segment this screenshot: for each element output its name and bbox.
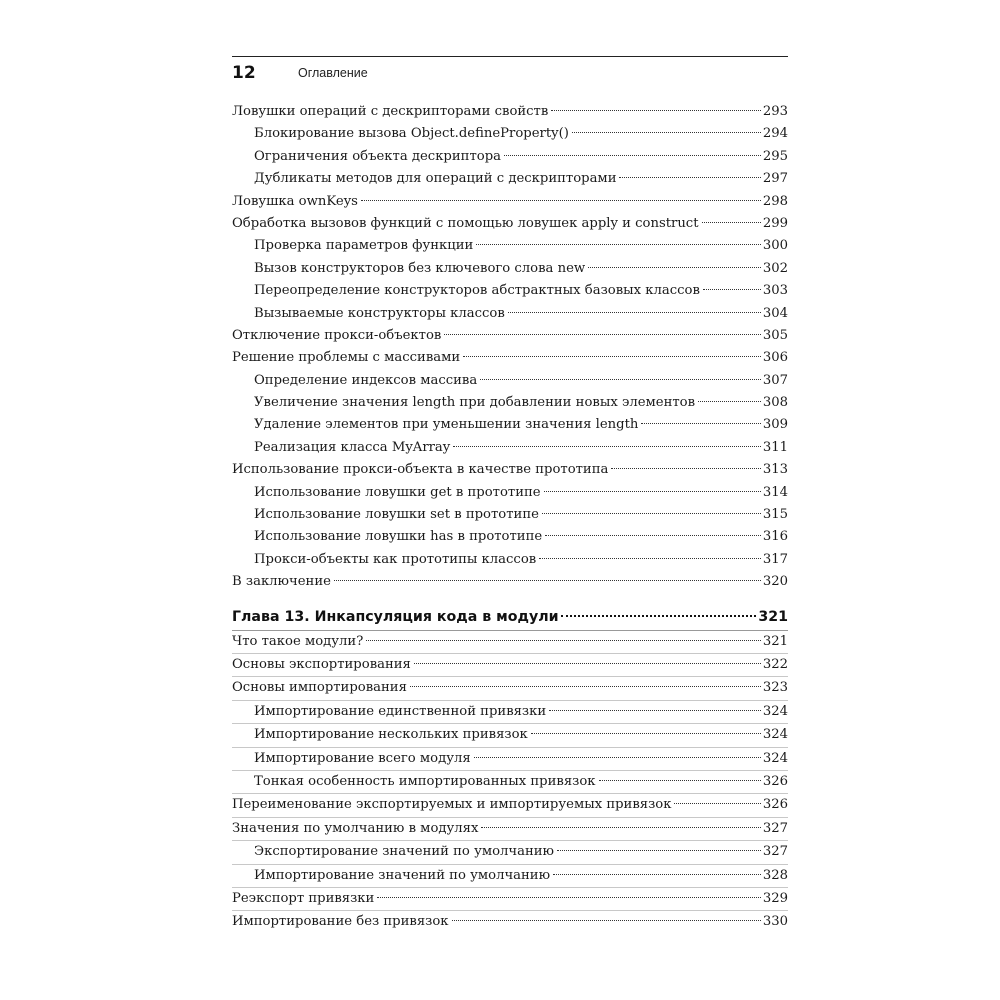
dot-leader — [542, 513, 761, 514]
dot-leader — [334, 580, 761, 581]
toc-entry-title: Ловушка ownKeys — [232, 193, 358, 209]
toc-entry-page-number: 326 — [762, 773, 788, 789]
toc-entry[interactable] — [232, 654, 788, 677]
toc-entry-title: Вызываемые конструкторы классов — [254, 305, 505, 321]
dot-leader — [599, 780, 761, 781]
toc-entry-title: Обработка вызовов функций с помощью ловушек apply и construct — [232, 215, 699, 231]
toc-entry-page-number: 328 — [762, 867, 788, 883]
toc-entry-page-number: 304 — [762, 305, 788, 321]
toc-entry-title: Импортирование нескольких привязок — [254, 727, 528, 743]
toc-entry-page-number: 303 — [762, 283, 788, 299]
toc-entry-page-number: 300 — [762, 238, 788, 254]
toc-entry[interactable] — [232, 123, 788, 145]
dot-leader — [549, 710, 761, 711]
toc-entry-page-number: 327 — [762, 844, 788, 860]
toc-entry-title: Прокси-объекты как прототипы классов — [254, 551, 537, 567]
toc-entry-title: Реэкспорт привязки — [232, 890, 375, 906]
toc-entry[interactable] — [232, 347, 788, 369]
dot-leader — [377, 897, 760, 898]
toc-entry-title: Блокирование вызова Object.defineProperty() — [254, 126, 569, 142]
toc-entry[interactable] — [232, 631, 788, 654]
toc-entry[interactable] — [232, 280, 788, 302]
dot-leader — [698, 401, 761, 402]
toc-entry[interactable] — [232, 571, 788, 593]
dot-leader — [474, 757, 761, 758]
toc-entry-page-number: 329 — [762, 890, 788, 906]
toc-entry-title: Импортирование всего модуля — [254, 750, 471, 766]
toc-entry-title: Отключение прокси-объектов — [232, 327, 442, 343]
toc-entry-page-number: 311 — [762, 439, 788, 455]
dot-leader — [703, 289, 761, 290]
toc-entry[interactable] — [232, 325, 788, 347]
dot-leader — [444, 334, 761, 335]
toc-entry[interactable] — [232, 191, 788, 213]
toc-entry[interactable] — [232, 235, 788, 257]
toc-entry-title: Значения по умолчанию в модулях — [232, 820, 479, 836]
toc-entry[interactable] — [232, 888, 788, 911]
toc-entry[interactable] — [232, 168, 788, 190]
dot-leader — [476, 244, 760, 245]
toc-entry-page-number: 326 — [762, 797, 788, 813]
toc-entry-title: Импортирование значений по умолчанию — [254, 867, 551, 883]
dot-leader — [544, 491, 761, 492]
dot-leader — [531, 733, 761, 734]
toc-entry-title: Использование ловушки get в прототипе — [254, 484, 541, 500]
toc-entry[interactable] — [232, 724, 788, 747]
dot-leader — [551, 110, 761, 111]
dot-leader — [611, 468, 760, 469]
toc-entry-page-number: 295 — [762, 148, 788, 164]
toc-entry-page-number: 299 — [762, 215, 788, 231]
toc-entry[interactable] — [232, 701, 788, 724]
toc-entry-title: Основы экспортирования — [232, 656, 411, 672]
dot-leader — [619, 177, 760, 178]
toc-entry-title: Импортирование без привязок — [232, 914, 449, 930]
toc-entry[interactable] — [232, 911, 788, 933]
dot-leader — [674, 803, 760, 804]
toc-entry[interactable] — [232, 146, 788, 168]
toc-entry[interactable] — [232, 482, 788, 504]
toc-entry-page-number: 307 — [762, 372, 788, 388]
toc-entry[interactable] — [232, 414, 788, 436]
toc-entry-page-number: 316 — [762, 529, 788, 545]
toc-entry-title: Ограничения объекта дескриптора — [254, 148, 501, 164]
toc-entry-page-number: 322 — [762, 656, 788, 672]
dot-leader — [702, 222, 761, 223]
toc-entry-page-number: 327 — [762, 820, 788, 836]
toc-entry[interactable] — [232, 841, 788, 864]
toc-entry-title: Вызов конструкторов без ключевого слова new — [254, 260, 586, 276]
dot-leader — [410, 686, 761, 687]
toc-entry[interactable] — [232, 213, 788, 235]
dot-leader — [539, 558, 761, 559]
toc-entry-page-number: 298 — [762, 193, 788, 209]
dot-leader — [508, 312, 761, 313]
dot-leader — [463, 356, 761, 357]
toc-entry-page-number: 314 — [762, 484, 788, 500]
toc-entry[interactable] — [232, 459, 788, 481]
toc-entry-page-number: 308 — [762, 395, 788, 411]
toc-entry-page-number: 305 — [762, 327, 788, 343]
toc-entry-title: Тонкая особенность импортированных привязок — [254, 773, 596, 789]
toc-entry-page-number: 320 — [762, 574, 788, 590]
dot-leader — [361, 200, 761, 201]
running-title: Оглавление — [298, 66, 368, 80]
page-number: 12 — [232, 63, 256, 83]
dot-leader — [553, 874, 761, 875]
toc-entry[interactable] — [232, 748, 788, 771]
dot-leader — [452, 920, 761, 921]
toc-entry-page-number: 309 — [762, 417, 788, 433]
dot-leader — [588, 267, 761, 268]
dot-leader — [561, 615, 757, 617]
toc-entry-title: Удаление элементов при уменьшении значения length — [254, 417, 639, 433]
dot-leader — [481, 827, 760, 828]
toc-entry-title: Импортирование единственной привязки — [254, 703, 547, 719]
dot-leader — [545, 535, 761, 536]
toc-entry-title: Реализация класса MyArray — [254, 439, 451, 455]
toc-entry-page-number: 324 — [762, 727, 788, 743]
toc-entry[interactable] — [232, 370, 788, 392]
page-header — [232, 56, 788, 85]
toc-entry-page-number: 324 — [762, 750, 788, 766]
dot-leader — [557, 850, 761, 851]
toc-chapter-13-list — [232, 631, 788, 934]
toc-entry[interactable] — [232, 794, 788, 817]
toc-entry-page-number: 324 — [762, 703, 788, 719]
table-of-contents — [232, 101, 788, 934]
chapter-title: Глава 13. Инкапсуляция кода в модули — [232, 608, 559, 625]
toc-entry-title: Проверка параметров функции — [254, 238, 474, 254]
chapter-heading[interactable] — [232, 604, 788, 631]
toc-entry-title: Решение проблемы с массивами — [232, 350, 461, 366]
toc-entry[interactable] — [232, 504, 788, 526]
toc-entry-page-number: 313 — [762, 462, 788, 478]
toc-entry-title: Использование прокси-объекта в качестве прототипа — [232, 462, 609, 478]
dot-leader — [480, 379, 761, 380]
toc-entry-page-number: 321 — [762, 633, 788, 649]
toc-entry-page-number: 302 — [762, 260, 788, 276]
dot-leader — [641, 423, 760, 424]
toc-entry[interactable] — [232, 392, 788, 414]
toc-entry[interactable] — [232, 101, 788, 123]
toc-entry-title: Экспортирование значений по умолчанию — [254, 844, 555, 860]
toc-section-list — [232, 101, 788, 594]
toc-entry-title: В заключение — [232, 574, 331, 590]
dot-leader — [453, 446, 761, 447]
toc-entry-title: Использование ловушки set в прототипе — [254, 507, 539, 523]
toc-entry-page-number: 315 — [762, 507, 788, 523]
toc-entry-page-number: 306 — [762, 350, 788, 366]
toc-entry-page-number: 297 — [762, 171, 788, 187]
dot-leader — [414, 663, 761, 664]
toc-entry-title: Дубликаты методов для операций с дескрипторами — [254, 171, 617, 187]
chapter-page-number: 321 — [758, 608, 788, 625]
dot-leader — [366, 640, 761, 641]
toc-entry[interactable] — [232, 865, 788, 888]
toc-entry-title: Ловушки операций с дескрипторами свойств — [232, 104, 549, 119]
toc-entry-page-number: 323 — [762, 680, 788, 696]
toc-entry[interactable] — [232, 771, 788, 794]
toc-entry[interactable] — [232, 303, 788, 325]
toc-entry[interactable] — [232, 258, 788, 280]
toc-entry-title: Что такое модули? — [232, 633, 364, 649]
toc-entry-page-number: 330 — [762, 914, 788, 930]
toc-entry-title: Увеличение значения length при добавлении новых элементов — [254, 395, 696, 411]
toc-entry-title: Основы импортирования — [232, 680, 407, 696]
toc-entry-page-number: 293 — [762, 104, 788, 119]
toc-entry[interactable] — [232, 526, 788, 548]
toc-entry-title: Использование ловушки has в прототипе — [254, 529, 543, 545]
toc-entry-title: Переопределение конструкторов абстрактных базовых классов — [254, 283, 700, 299]
toc-entry[interactable] — [232, 677, 788, 700]
toc-entry[interactable] — [232, 549, 788, 571]
toc-entry-title: Определение индексов массива — [254, 372, 478, 388]
dot-leader — [572, 132, 761, 133]
toc-entry-title: Переименование экспортируемых и импортируемых привязок — [232, 797, 672, 813]
dot-leader — [504, 155, 761, 156]
toc-entry[interactable] — [232, 818, 788, 841]
toc-entry-page-number: 294 — [762, 126, 788, 142]
toc-entry-page-number: 317 — [762, 551, 788, 567]
toc-entry[interactable] — [232, 437, 788, 459]
